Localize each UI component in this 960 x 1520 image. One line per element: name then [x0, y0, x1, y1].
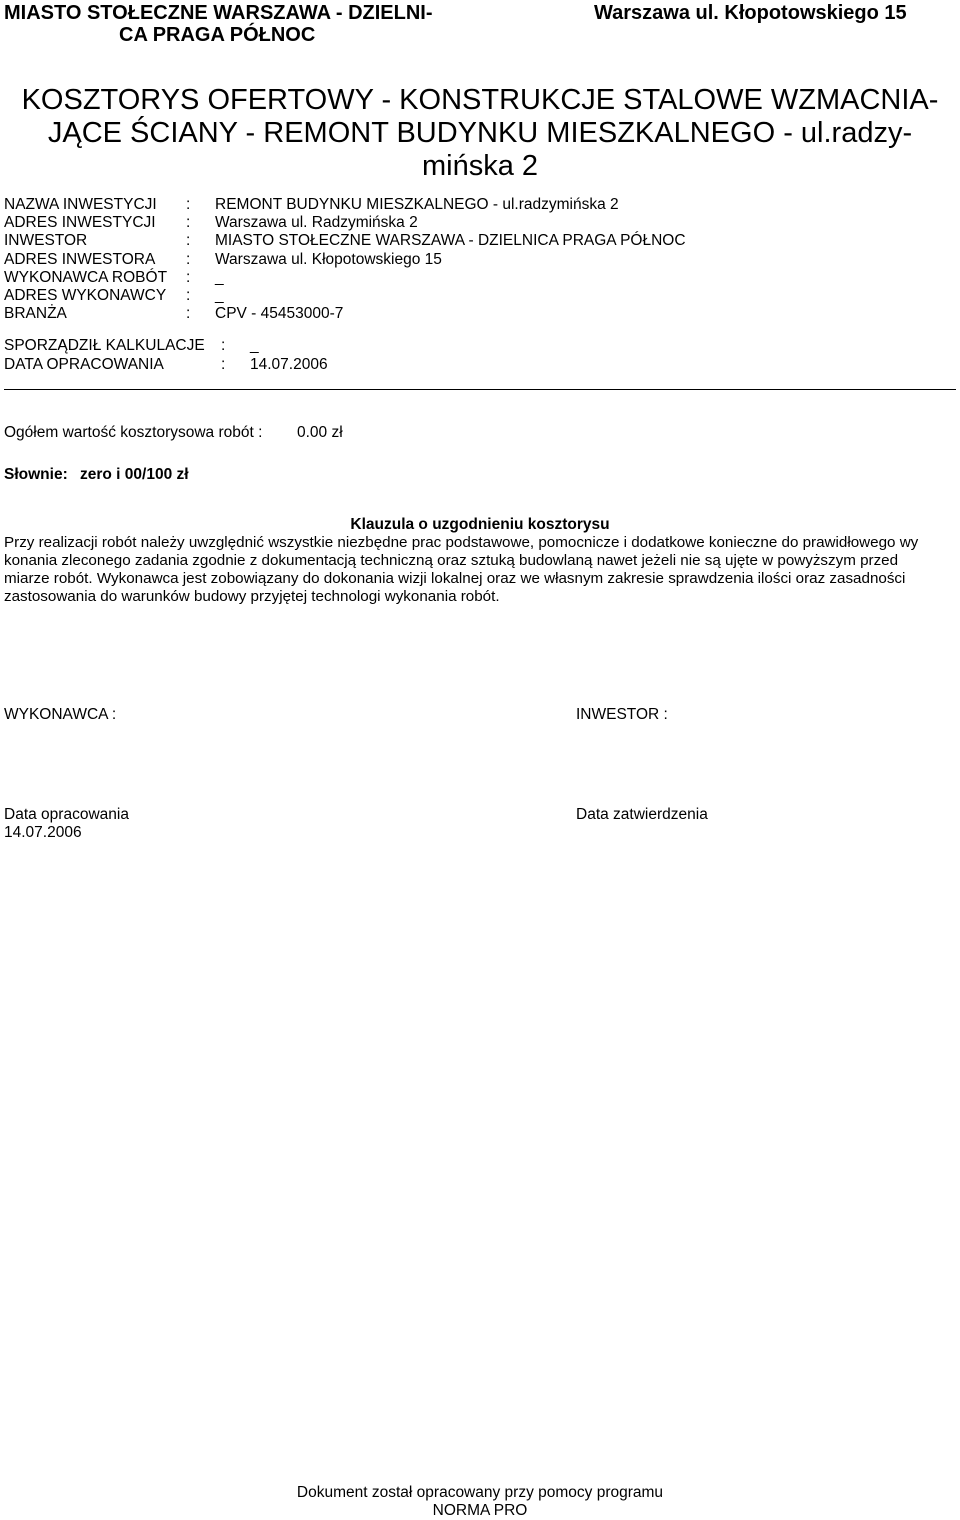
- clause-text: [4, 534, 954, 606]
- investment-field-value: Warszawa ul. Radzymińska 2: [215, 214, 418, 232]
- investment-field-label: ADRES INWESTORA: [4, 250, 156, 268]
- total-value-label: Ogółem wartość kosztorysowa robót :: [4, 424, 263, 441]
- investment-field-row: [4, 213, 904, 231]
- investment-field-value: REMONT BUDYNKU MIESZKALNEGO - ul.radzymińska 2: [215, 196, 619, 213]
- calculation-details: [4, 336, 904, 376]
- calculation-field-value: _: [250, 337, 259, 354]
- investment-field-row: [4, 231, 904, 249]
- investment-field-label: WYKONAWCA ROBÓT: [4, 268, 168, 286]
- investment-field-separator: :: [186, 305, 191, 323]
- header-investor-line1: MIASTO STOŁECZNE WARSZAWA - DZIELNI-: [4, 2, 433, 24]
- calculation-field-row: [4, 336, 904, 355]
- header-address: Warszawa ul. Kłopotowskiego 15: [594, 2, 907, 24]
- calculation-field-separator: :: [221, 337, 226, 354]
- investment-field-separator: :: [186, 232, 191, 250]
- investment-field-label: ADRES WYKONAWCY: [4, 287, 167, 304]
- amount-in-words-label: Słownie:: [4, 466, 68, 483]
- header-investor-name: [4, 2, 433, 46]
- investor-signature-label: INWESTOR :: [576, 706, 668, 723]
- calculation-field-separator: :: [221, 355, 226, 373]
- investment-field-separator: :: [186, 287, 191, 304]
- investment-field-separator: :: [186, 250, 191, 268]
- clause-line: miarze robót. Wykonawca jest zobowiązany do dokonania wizji lokalnej oraz we własnym zakresie sprawdzenia ilości oraz zasadności: [4, 570, 906, 587]
- investment-field-row: [4, 250, 904, 268]
- calculation-field-row: [4, 355, 904, 374]
- contractor-signature-label: WYKONAWCA :: [4, 706, 117, 723]
- investment-field-label: BRANŻA: [4, 305, 67, 323]
- divider-line: [4, 389, 956, 390]
- clause-line: konania zleconego zadania zgodnie z dokumentacją techniczną oraz sztuką budowlaną nawet jeżeli nie są ujęte w powyższym przed: [4, 552, 899, 569]
- calculation-field-label: SPORZĄDZIŁ KALKULACJE: [4, 337, 205, 354]
- investment-field-label: NAZWA INWESTYCJI: [4, 196, 157, 213]
- investment-field-row: [4, 268, 904, 286]
- investment-field-value: Warszawa ul. Kłopotowskiego 15: [215, 250, 442, 268]
- clause-line: Przy realizacji robót należy uwzględnić wszystkie niezbędne prac podstawowe, pomocnicze i dodatkowe konieczne do prawidłowego wy: [4, 534, 919, 551]
- clause-heading: Klauzula o uzgodnieniu kosztorysu: [350, 516, 610, 533]
- amount-in-words: zero i 00/100 zł: [80, 466, 189, 483]
- investment-field-row: [4, 286, 904, 304]
- footer-program-name: NORMA PRO: [432, 1502, 528, 1519]
- calculation-field-value: 14.07.2006: [250, 355, 328, 373]
- preparation-date: 14.07.2006: [4, 824, 82, 841]
- investment-details: [4, 195, 904, 328]
- clause-line: zastosowania do warunków budowy przyjętej technologi wykonania robót.: [4, 588, 500, 605]
- total-value: 0.00 zł: [297, 424, 343, 441]
- footer-line1: Dokument został opracowany przy pomocy programu: [296, 1484, 664, 1501]
- investment-field-value: MIASTO STOŁECZNE WARSZAWA - DZIELNICA PRAGA PÓŁNOC: [215, 232, 686, 250]
- investment-field-row: [4, 304, 904, 322]
- investment-field-separator: :: [186, 196, 191, 213]
- title-line1: KOSZTORYS OFERTOWY - KONSTRUKCJE STALOWE WZMACNIA-: [21, 84, 939, 116]
- investment-field-separator: :: [186, 268, 191, 286]
- title-line2: JĄCE ŚCIANY - REMONT BUDYNKU MIESZKALNEGO - ul.radzy-: [47, 117, 913, 149]
- calculation-field-label: DATA OPRACOWANIA: [4, 355, 164, 373]
- title-line3: mińska 2: [421, 150, 539, 182]
- investment-field-value: _: [215, 268, 224, 286]
- preparation-date-label: Data opracowania: [4, 806, 129, 823]
- approval-date-label: Data zatwierdzenia: [576, 806, 708, 823]
- investment-field-row: [4, 195, 904, 213]
- investment-field-value: _: [215, 287, 224, 304]
- header-investor-line2: CA PRAGA PÓŁNOC: [119, 24, 316, 46]
- investment-field-value: CPV - 45453000-7: [215, 305, 344, 323]
- document-title: [0, 84, 960, 183]
- investment-field-label: ADRES INWESTYCJI: [4, 214, 156, 232]
- investment-field-separator: :: [186, 214, 191, 232]
- footer: [0, 1484, 960, 1520]
- investment-field-label: INWESTOR: [4, 232, 88, 250]
